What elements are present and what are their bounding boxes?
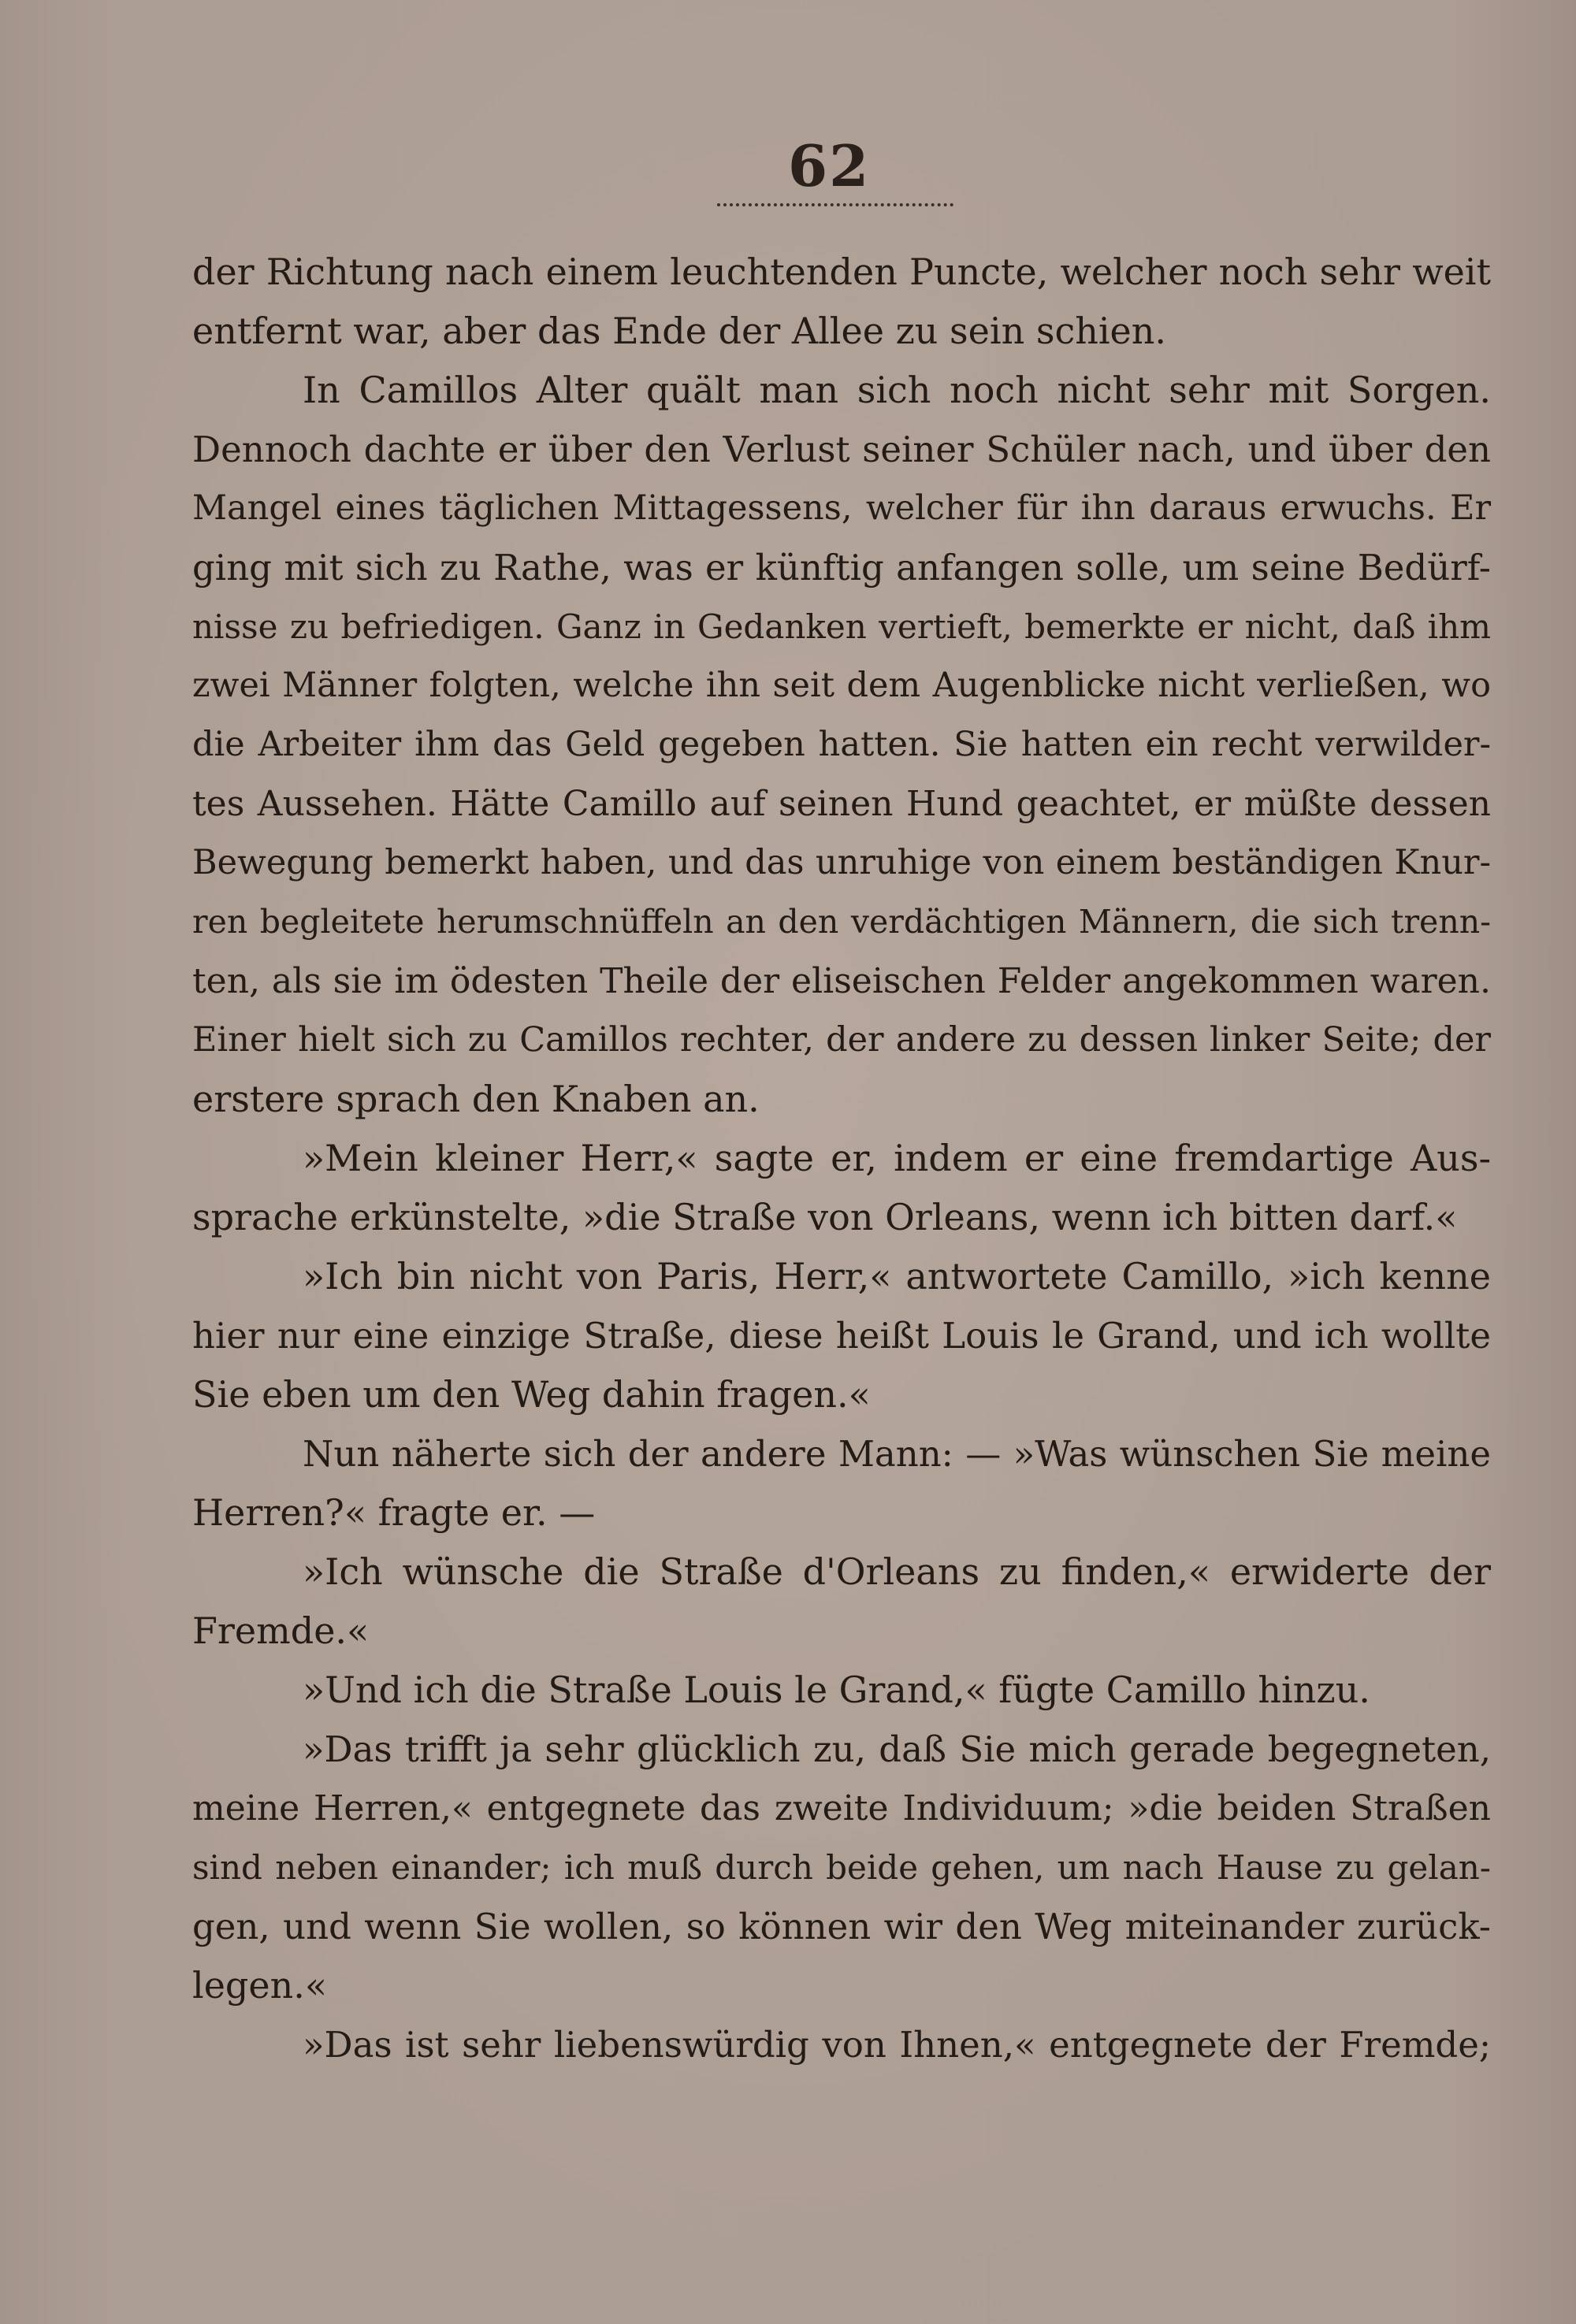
text-line: der Richtung nach einem leuchtenden Puncte, welcher noch sehr weit — [192, 251, 1491, 293]
text-line: Fremde.« — [192, 1609, 370, 1652]
text-line: »Das ist sehr liebenswürdig von Ihnen,« entgegnete der Fremde; — [303, 2024, 1491, 2066]
text-line: meine Herren,« entgegnete das zweite Individuum; »die beiden Straßen — [192, 1788, 1491, 1828]
text-line: »Ich bin nicht von Paris, Herr,« antwortete Camillo, »ich kenne — [303, 1255, 1491, 1298]
text-line: »Und ich die Straße Louis le Grand,« fügte Camillo hinzu. — [303, 1669, 1370, 1711]
text-line: ten, als sie im ödesten Theile der eliseischen Felder angekommen waren. — [192, 961, 1491, 1001]
text-line: die Arbeiter ihm das Geld gegeben hatten. Sie hatten ein recht verwilder- — [192, 725, 1491, 764]
text-line: In Camillos Alter quält man sich noch nicht sehr mit Sorgen. — [303, 369, 1491, 411]
text-line: ging mit sich zu Rathe, was er künftig anfangen solle, um seine Bedürf- — [192, 547, 1491, 588]
text-line: zwei Männer folgten, welche ihn seit dem Augenblicke nicht verließen, wo — [192, 666, 1491, 705]
text-line: »Ich wünsche die Straße d'Orleans zu finden,« erwiderte der — [303, 1550, 1491, 1593]
text-line: Einer hielt sich zu Camillos rechter, der andere zu dessen linker Seite; der — [192, 1020, 1491, 1060]
text-line: ren begleitete herumschnüffeln an den verdächtigen Männern, die sich trenn- — [192, 903, 1491, 941]
page-number: 62 — [788, 132, 871, 199]
text-line: sprache erkünstelte, »die Straße von Orleans, wenn ich bitten darf.« — [192, 1196, 1458, 1238]
header-rule — [717, 203, 953, 206]
text-line: Nun näherte sich der andere Mann: — »Was wünschen Sie meine — [303, 1433, 1491, 1475]
text-line: Herren?« fragte er. — — [192, 1491, 596, 1534]
text-line: Bewegung bemerkt haben, und das unruhige von einem beständigen Knur- — [192, 843, 1491, 882]
text-line: entfernt war, aber das Ende der Allee zu sein schien. — [192, 310, 1167, 352]
text-line: nisse zu befriedigen. Ganz in Gedanken vertieft, bemerkte er nicht, daß ihm — [192, 607, 1491, 646]
text-line: Sie eben um den Weg dahin fragen.« — [192, 1373, 871, 1416]
text-line: Dennoch dachte er über den Verlust seiner Schüler nach, und über den — [192, 429, 1491, 470]
text-line: legen.« — [192, 1964, 327, 2007]
text-line: sind neben einander; ich muß durch beide gehen, um nach Hause zu gelan- — [192, 1848, 1491, 1887]
text-line: Mangel eines täglichen Mittagessens, welcher für ihn daraus erwuchs. Er — [192, 488, 1491, 528]
text-line: »Das trifft ja sehr glücklich zu, daß Sie mich gerade begegneten, — [303, 1728, 1491, 1770]
text-line: »Mein kleiner Herr,« sagte er, indem er eine fremdartige Aus- — [303, 1137, 1491, 1179]
text-line: hier nur eine einzige Straße, diese heißt Louis le Grand, und ich wollte — [192, 1315, 1491, 1357]
text-line: erstere sprach den Knaben an. — [192, 1078, 760, 1120]
text-line: tes Aussehen. Hätte Camillo auf seinen Hund geachtet, er müßte dessen — [192, 784, 1491, 824]
text-line: gen, und wenn Sie wollen, so können wir den Weg miteinander zurück- — [192, 1906, 1491, 1947]
body-text — [192, 243, 1491, 2074]
